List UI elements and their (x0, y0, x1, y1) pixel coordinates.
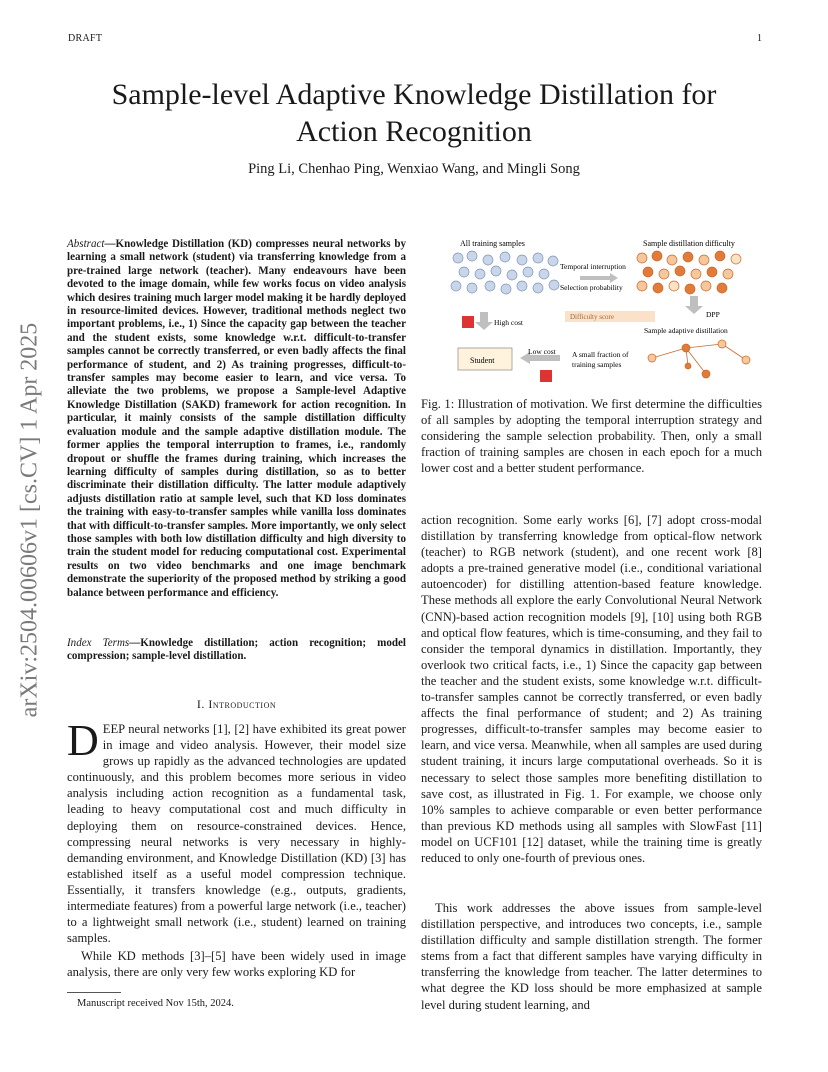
footnote-rule (67, 992, 121, 993)
index-terms-label: Index Terms (67, 637, 130, 649)
index-terms (67, 637, 406, 664)
right-paragraph-2: This work addresses the above issues from sample-level distillation perspective, and introduces two concepts, i.e., sample distillation difficulty and sample distillation strength. The former stems from a fact that different samples have varying difficulty in transferring the knowledge from teacher. The latter determines to what degree the KD loss should be more emphasized at sample level during student learning, and (421, 901, 762, 1012)
intro-paragraph-1 (67, 716, 406, 946)
running-header: DRAFT (68, 33, 103, 44)
fig-label-selection: Selection probability (560, 283, 623, 292)
right-paragraph-1: action recognition. Some early works [6], [7] adopt cross-modal distillation by transferring knowledge from optical-flow network (teacher) to RGB network (student), and one recent work [8] adopts a pre-trained generative model (i.e., conditional variational autoencoder) for distilling attention-based feature knowledge. These methods all explore the early Convolutional Neural Network (CNN)-based action recognition models [9], [10] using both RGB and optical flow features, which is time-consuming, and they fail to consider the temporal dynamics in distillation. Importantly, they overlook two critical facts, i.e., 1) Since the capacity gap between the teacher and the student exists, some knowledge w.r.t. difficult-to-transfer samples cannot be correctly transferred, or even badly affects the final performance of student; and 2) As training progresses, difficult-to-transfer samples may become easier to learn, and vice versa. Meanwhile, when all samples are used during student training, it incurs large computational overheads. So it is necessary to select those samples more benefiting distillation to save cost, as illustrated in Fig. 1. For example, we choose only 10% samples to achieve comparable or even better performance than previous KD methods using all samples with SlowFast [11] model on UCF101 [12] dataset, while the training time is greatly reduced to only one-fourth of previous ones. (421, 513, 762, 865)
section-heading: I. Introduction (196, 697, 277, 711)
abstract (67, 238, 406, 600)
abstract-text: —Knowledge Distillation (KD) compresses neural networks by learning a small network (student) via transferring knowledge from a pre-trained large network (teacher). Many endeavours have been devoted to the image domain, while few works focus on video analysis which desires training much larger model making it be hardly deployed in resource-limited devices. However, traditional methods neglect two important problems, i.e., 1) Since the capacity gap between the teacher and the student exists, some knowledge w.r.t. difficult-to-transfer samples cannot be correctly transferred, or even badly affects the final performance of student, and 2) As training progresses, difficult-to-transfer samples may become easier to learn, and vice versa. To alleviate the two problems, we propose a Sample-level Adaptive Knowledge Distillation (SAKD) framework for action recognition. In particular, it mainly consists of the sample distillation difficulty evaluation module and the sample adaptive distillation module. The former applies the temporal interruption to frames, i.e., randomly dropout or shuffle the frames during training, which increases the learning difficulty of samples during distillation, so as to better discriminate their distillation difficulty. The latter module adaptively adjusts distillation ratio at sample level, such that KD loss dominates the training with easy-to-transfer samples while vanilla loss dominates that with difficult-to-transfer samples. More importantly, we only select those samples with both low distillation difficulty and high diversity to train the student model for reducing computational cost. Experimental results on two video benchmarks and one image benchmark demonstrate the superiority of the proposed method by striking a good balance between performance and efficiency. (67, 238, 406, 599)
intro-p1-text: EEP neural networks [1], [2] have exhibited its great power in image and video analysis. However, their model size grows up rapidly as the advanced technologies are updated continuously, and this problem becomes more serious in video analysis including action recognition as a fundamental task, leading to heavy computational cost and much difficulty in deploying them on resource-constrained devices. Hence, compressing neural networks is very necessary in highly-demanding environment, and Knowledge Distillation (KD) [3] has established itself as a useful model compression technique. Essentially, it transfers knowledge (e.g., outputs, gradients, intermediate features) from a powerful large network (i.e., teacher) to a lightweight small network (i.e., student) learned on training samples. (67, 722, 406, 946)
arrow-down-icon (475, 312, 493, 330)
fig-label-adaptive: Sample adaptive distillation (644, 326, 728, 335)
fig-label-high-cost: High cost (494, 318, 523, 327)
intro-paragraph-2: While KD methods [3]–[5] have been widely used in image analysis, there are only very few works exploring KD for (67, 949, 406, 980)
arrow-right-icon (580, 273, 618, 283)
figure-caption: Fig. 1: Illustration of motivation. We first determine the difficulties of all samples by adopting the temporal interruption strategy and considering the sample selection probability. Then, only a small fraction of training samples are chosen in each epoch for a much lower cost and a better student performance. (421, 397, 762, 476)
paper-title: Sample-level Adaptive Knowledge Distillation for Action Recognition (111, 78, 717, 148)
footnote: Manuscript received Nov 15th, 2024. (77, 998, 234, 1009)
cost-chart-icon (462, 316, 474, 328)
fig-label-dpp: DPP (706, 310, 720, 319)
fig-label-difficulty-score: Difficulty score (570, 313, 614, 321)
low-cost-chart-icon (540, 370, 552, 382)
selected-samples-graph (652, 344, 746, 374)
fig-label-fraction-1: A small fraction of (572, 350, 629, 359)
page-number: 1 (757, 33, 762, 44)
fig-label-fraction-2: training samples (572, 360, 622, 369)
abstract-label: Abstract (67, 238, 105, 250)
arxiv-stamp: arXiv:2504.00606v1 [cs.CV] 1 Apr 2025 (16, 322, 43, 718)
fig-label-difficulty: Sample distillation difficulty (643, 239, 735, 248)
fig-label-low-cost: Low cost (528, 347, 556, 356)
index-terms-text: —Knowledge distillation; action recognition; model compression; sample-level distillation. (67, 637, 406, 663)
fig-label-all-samples: All training samples (460, 239, 525, 248)
fig-label-temporal: Temporal interruption (560, 262, 626, 271)
fig-label-student: Student (470, 356, 495, 365)
all-samples-dots (451, 251, 559, 294)
arrow-down-dpp-icon (685, 296, 703, 314)
difficulty-dots (637, 251, 741, 294)
dropcap: D (67, 716, 99, 765)
author-list: Ping Li, Chenhao Ping, Wenxiao Wang, and Mingli Song (248, 161, 580, 177)
figure-1 (450, 236, 760, 386)
